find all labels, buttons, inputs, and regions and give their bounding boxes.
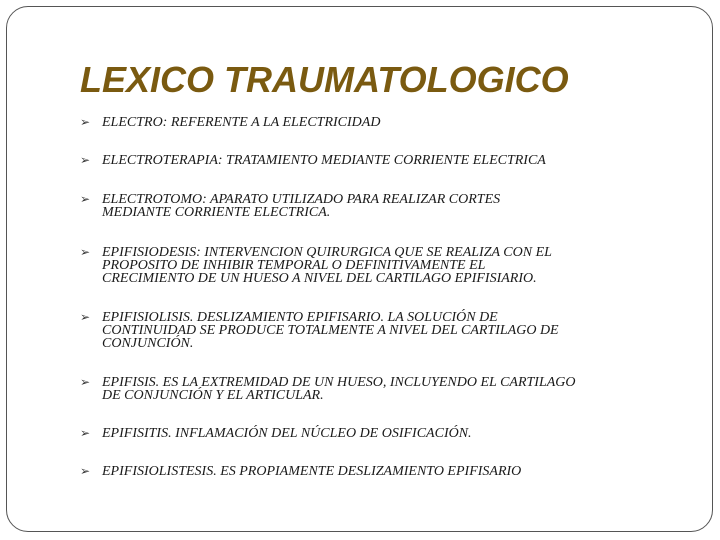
bullet-item-epifisiodesis: [80, 246, 685, 285]
bullet-text: EPIFISIOLISIS. DESLIZAMIENTO EPIFISARIO. LA SOLUCIÓN DE CONTINUIDAD SE PRODUCE TOTALMENTE A NIVEL DEL CARTILAGO DE CONJUNCIÓN.: [102, 310, 559, 351]
arrow-bullet-icon: ➢: [80, 426, 91, 440]
bullet-text: ELECTROTOMO: APARATO UTILIZADO PARA REALIZAR CORTES MEDIANTE CORRIENTE ELECTRICA.: [102, 192, 501, 220]
arrow-bullet-icon: ➢: [80, 464, 91, 478]
arrow-bullet-icon: ➢: [80, 375, 91, 389]
bullet-item-epifisiolistesis: [80, 465, 685, 478]
bullet-text: ELECTRO: REFERENTE A LA ELECTRICIDAD: [102, 115, 381, 130]
arrow-bullet-icon: ➢: [80, 115, 91, 129]
arrow-bullet-icon: ➢: [80, 153, 91, 167]
bullet-item-epifisis: [80, 376, 685, 402]
bullet-text: ELECTROTERAPIA: TRATAMIENTO MEDIANTE CORRIENTE ELECTRICA: [102, 153, 546, 168]
bullet-item-electro: [80, 116, 685, 129]
bullet-text: EPIFISIS. ES LA EXTREMIDAD DE UN HUESO, INCLUYENDO EL CARTILAGO DE CONJUNCIÓN Y EL ARTICULAR.: [102, 375, 576, 403]
slide-title: LEXICO TRAUMATOLOGICO: [80, 59, 569, 100]
arrow-bullet-icon: ➢: [80, 310, 91, 324]
bullet-item-epifisitis: [80, 427, 685, 440]
bullet-text: EPIFISIODESIS: INTERVENCION QUIRURGICA QUE SE REALIZA CON EL PROPOSITO DE INHIBIR TEMPORAL O DEFINITIVAMENTE EL CRECIMIENTO DE UN HUESO A NIVEL DEL CARTILAGO EPIFISIARIO.: [102, 245, 552, 286]
bullet-item-electroterapia: [80, 154, 685, 167]
bullet-item-epifisiolisis: [80, 311, 685, 350]
bullet-item-electrotomo: [80, 193, 685, 219]
arrow-bullet-icon: ➢: [80, 245, 91, 259]
bullet-text: EPIFISIOLISTESIS. ES PROPIAMENTE DESLIZAMIENTO EPIFISARIO: [102, 464, 522, 479]
bullet-text: EPIFISITIS. INFLAMACIÓN DEL NÚCLEO DE OSIFICACIÓN.: [102, 426, 472, 441]
arrow-bullet-icon: ➢: [80, 192, 91, 206]
